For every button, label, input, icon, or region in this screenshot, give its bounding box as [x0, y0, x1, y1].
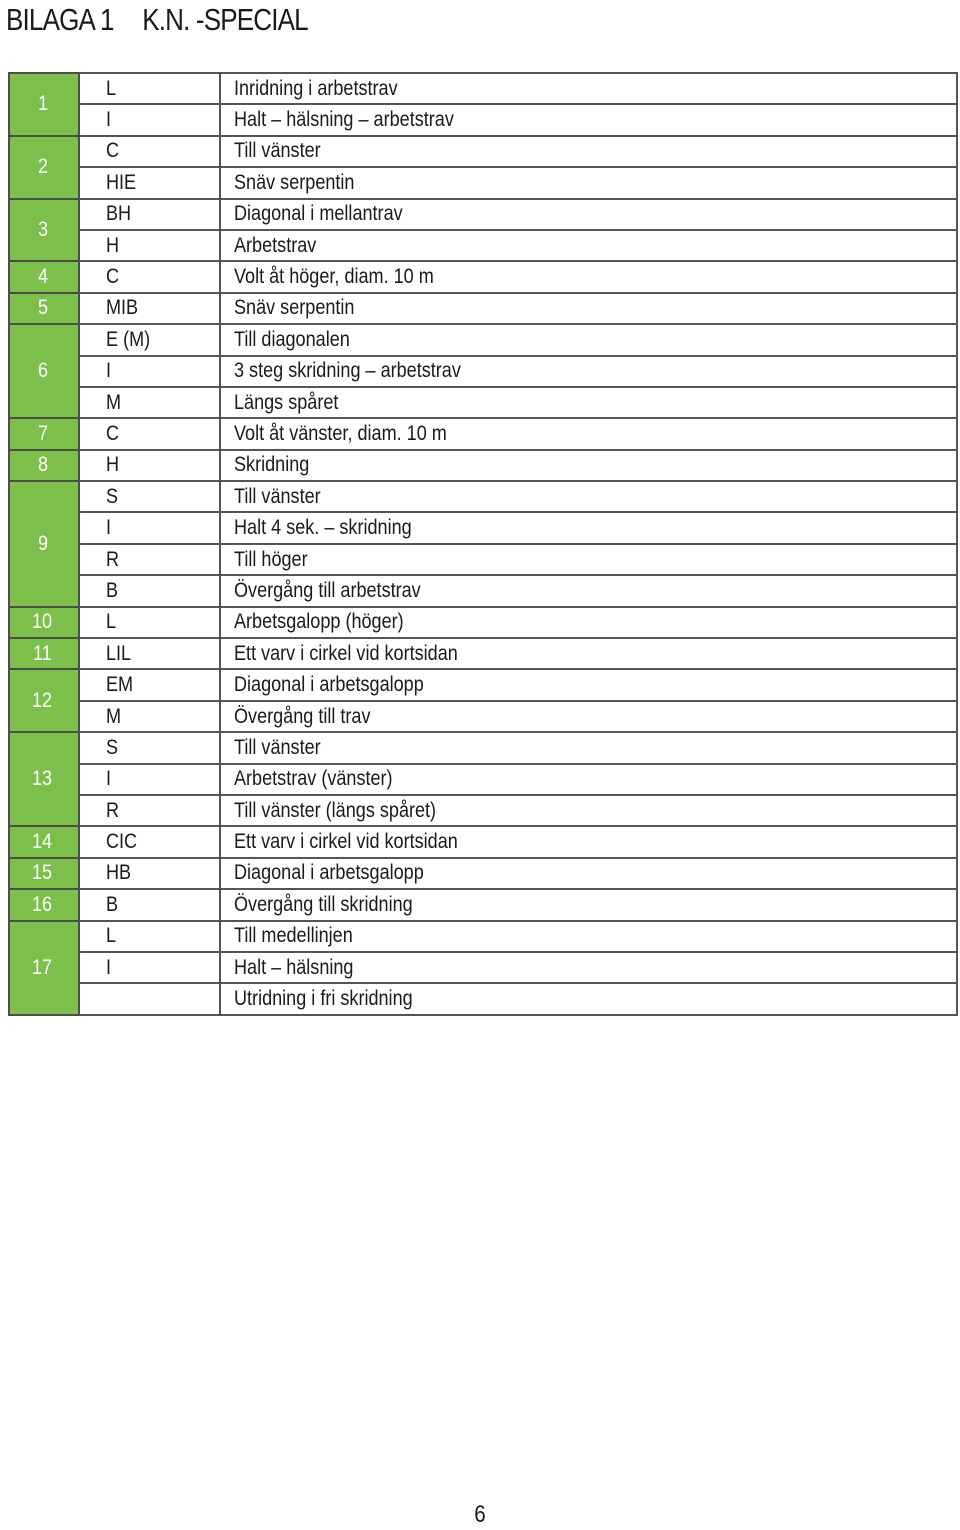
- program-table-body: [9, 73, 957, 1015]
- arena-letter-cell: [79, 575, 220, 606]
- appendix-label: BILAGA 1: [6, 2, 114, 37]
- arena-letter: C: [106, 139, 120, 163]
- movement-description-cell: [220, 73, 957, 104]
- table-row: [9, 544, 957, 575]
- movement-description: Övergång till trav: [234, 704, 371, 728]
- arena-letter-cell: [79, 136, 220, 167]
- movement-number-text: 14: [32, 830, 53, 854]
- movement-number-text: 5: [38, 296, 49, 320]
- table-row: [9, 199, 957, 230]
- movement-description: Skridning: [234, 453, 310, 477]
- movement-description: Ett varv i cirkel vid kortsidan: [234, 830, 458, 854]
- movement-number: [9, 481, 79, 607]
- table-row: [9, 983, 957, 1014]
- arena-letter: C: [106, 421, 120, 445]
- movement-number: [9, 889, 79, 920]
- arena-letter-cell: [79, 701, 220, 732]
- arena-letter-cell: [79, 764, 220, 795]
- movement-number: [9, 450, 79, 481]
- arena-letter-cell: [79, 261, 220, 292]
- movement-description-cell: [220, 450, 957, 481]
- arena-letter: MIB: [106, 296, 139, 320]
- movement-description-cell: [220, 356, 957, 387]
- arena-letter: HIE: [106, 170, 137, 194]
- table-row: [9, 701, 957, 732]
- movement-description: Till vänster: [234, 735, 321, 759]
- table-row: [9, 575, 957, 606]
- table-row: [9, 230, 957, 261]
- arena-letter-cell: [79, 983, 220, 1014]
- arena-letter: L: [106, 924, 117, 948]
- arena-letter-cell: [79, 795, 220, 826]
- movement-number-text: 17: [32, 955, 53, 979]
- movement-number: [9, 199, 79, 262]
- movement-description-cell: [220, 889, 957, 920]
- movement-description-cell: [220, 732, 957, 763]
- movement-description-cell: [220, 575, 957, 606]
- movement-description-cell: [220, 669, 957, 700]
- arena-letter: H: [106, 453, 120, 477]
- movement-description-cell: [220, 858, 957, 889]
- movement-description-cell: [220, 921, 957, 952]
- arena-letter: M: [106, 704, 122, 728]
- arena-letter-cell: [79, 638, 220, 669]
- movement-description-cell: [220, 387, 957, 418]
- arena-letter: BH: [106, 202, 132, 226]
- arena-letter: LIL: [106, 641, 132, 665]
- arena-letter: I: [106, 516, 112, 540]
- movement-description: 3 steg skridning – arbetstrav: [234, 359, 461, 383]
- movement-description: Halt – hälsning – arbetstrav: [234, 108, 454, 132]
- movement-description: Arbetstrav: [234, 233, 317, 257]
- table-row: [9, 324, 957, 355]
- arena-letter: I: [106, 767, 112, 791]
- movement-description: Volt åt höger, diam. 10 m: [234, 265, 434, 289]
- arena-letter-cell: [79, 544, 220, 575]
- arena-letter: C: [106, 265, 120, 289]
- dressage-program-table: [8, 72, 958, 1016]
- movement-description-cell: [220, 544, 957, 575]
- table-row: [9, 858, 957, 889]
- movement-number-text: 12: [32, 688, 53, 712]
- movement-number: [9, 261, 79, 292]
- movement-number: [9, 732, 79, 826]
- arena-letter: B: [106, 578, 119, 602]
- arena-letter: S: [106, 484, 119, 508]
- table-row: [9, 512, 957, 543]
- table-row: [9, 481, 957, 512]
- arena-letter-cell: [79, 481, 220, 512]
- movement-description: Övergång till arbetstrav: [234, 578, 421, 602]
- movement-number-text: 1: [38, 92, 49, 116]
- arena-letter-cell: [79, 167, 220, 198]
- arena-letter-cell: [79, 387, 220, 418]
- movement-number-text: 16: [32, 892, 53, 916]
- movement-number-text: 6: [38, 359, 49, 383]
- arena-letter: M: [106, 390, 122, 414]
- movement-description-cell: [220, 481, 957, 512]
- movement-description: Halt 4 sek. – skridning: [234, 516, 412, 540]
- table-row: [9, 826, 957, 857]
- movement-description-cell: [220, 293, 957, 324]
- movement-description: Till medellinjen: [234, 924, 353, 948]
- arena-letter: L: [106, 76, 117, 100]
- movement-description-cell: [220, 701, 957, 732]
- movement-description: Till vänster: [234, 139, 321, 163]
- table-row: [9, 952, 957, 983]
- arena-letter: HB: [106, 861, 132, 885]
- table-row: [9, 387, 957, 418]
- arena-letter: I: [106, 359, 112, 383]
- table-row: [9, 136, 957, 167]
- movement-description: Halt – hälsning: [234, 955, 354, 979]
- program-name: K.N. -SPECIAL: [142, 2, 308, 37]
- arena-letter-cell: [79, 607, 220, 638]
- table-row: [9, 418, 957, 449]
- movement-number: [9, 136, 79, 199]
- movement-number-text: 3: [38, 217, 49, 241]
- movement-description: Längs spåret: [234, 390, 339, 414]
- movement-number-text: 13: [32, 767, 53, 791]
- table-row: [9, 450, 957, 481]
- arena-letter-cell: [79, 889, 220, 920]
- arena-letter-cell: [79, 952, 220, 983]
- movement-number: [9, 607, 79, 638]
- movement-description: Till vänster (längs spåret): [234, 798, 437, 822]
- movement-description: Snäv serpentin: [234, 296, 355, 320]
- arena-letter-cell: [79, 732, 220, 763]
- movement-description: Diagonal i arbetsgalopp: [234, 673, 424, 697]
- arena-letter: EM: [106, 673, 134, 697]
- movement-description-cell: [220, 261, 957, 292]
- movement-description: Diagonal i arbetsgalopp: [234, 861, 424, 885]
- movement-description-cell: [220, 983, 957, 1014]
- movement-description-cell: [220, 167, 957, 198]
- movement-description-cell: [220, 795, 957, 826]
- arena-letter-cell: [79, 230, 220, 261]
- movement-number: [9, 638, 79, 669]
- arena-letter: H: [106, 233, 120, 257]
- table-row: [9, 607, 957, 638]
- movement-number-text: 2: [38, 155, 49, 179]
- movement-number: [9, 293, 79, 324]
- arena-letter-cell: [79, 921, 220, 952]
- movement-description-cell: [220, 952, 957, 983]
- arena-letter-cell: [79, 450, 220, 481]
- table-row: [9, 921, 957, 952]
- arena-letter-cell: [79, 418, 220, 449]
- movement-number: [9, 826, 79, 857]
- movement-description-cell: [220, 324, 957, 355]
- arena-letter: CIC: [106, 830, 138, 854]
- movement-description: Arbetstrav (vänster): [234, 767, 393, 791]
- arena-letter-cell: [79, 858, 220, 889]
- table-row: [9, 669, 957, 700]
- movement-description-cell: [220, 199, 957, 230]
- movement-description: Snäv serpentin: [234, 170, 355, 194]
- table-row: [9, 732, 957, 763]
- movement-number-text: 11: [33, 641, 52, 665]
- movement-description: Till diagonalen: [234, 327, 350, 351]
- movement-description-cell: [220, 512, 957, 543]
- arena-letter: R: [106, 798, 120, 822]
- arena-letter: B: [106, 892, 119, 916]
- movement-description: Till vänster: [234, 484, 321, 508]
- movement-number-text: 15: [32, 861, 53, 885]
- movement-number: [9, 324, 79, 418]
- movement-description-cell: [220, 638, 957, 669]
- movement-description: Övergång till skridning: [234, 892, 413, 916]
- movement-number-text: 4: [38, 265, 49, 289]
- movement-description-cell: [220, 764, 957, 795]
- movement-number-text: 9: [38, 531, 49, 555]
- table-row: [9, 73, 957, 104]
- movement-number: [9, 418, 79, 449]
- arena-letter: I: [106, 108, 112, 132]
- movement-description: Inridning i arbetstrav: [234, 76, 398, 100]
- movement-description: Arbetsgalopp (höger): [234, 610, 404, 634]
- table-row: [9, 104, 957, 135]
- arena-letter: S: [106, 735, 119, 759]
- table-row: [9, 356, 957, 387]
- movement-description-cell: [220, 230, 957, 261]
- arena-letter: I: [106, 955, 112, 979]
- arena-letter: R: [106, 547, 120, 571]
- arena-letter: L: [106, 610, 117, 634]
- movement-number-text: 7: [38, 421, 49, 445]
- table-row: [9, 167, 957, 198]
- arena-letter: E (M): [106, 327, 151, 351]
- table-row: [9, 889, 957, 920]
- movement-description-cell: [220, 136, 957, 167]
- movement-description-cell: [220, 607, 957, 638]
- movement-number-text: 8: [38, 453, 49, 477]
- movement-description-cell: [220, 418, 957, 449]
- arena-letter-cell: [79, 104, 220, 135]
- page-title: [6, 0, 308, 40]
- arena-letter-cell: [79, 356, 220, 387]
- arena-letter-cell: [79, 826, 220, 857]
- arena-letter-cell: [79, 199, 220, 230]
- table-row: [9, 261, 957, 292]
- table-row: [9, 795, 957, 826]
- movement-number-text: 10: [32, 610, 53, 634]
- movement-number: [9, 669, 79, 732]
- movement-description: Diagonal i mellantrav: [234, 202, 403, 226]
- movement-description-cell: [220, 104, 957, 135]
- movement-description: Till höger: [234, 547, 308, 571]
- movement-description: Utridning i fri skridning: [234, 987, 413, 1011]
- arena-letter-cell: [79, 73, 220, 104]
- arena-letter-cell: [79, 324, 220, 355]
- table-row: [9, 293, 957, 324]
- movement-number: [9, 921, 79, 1015]
- movement-number: [9, 858, 79, 889]
- arena-letter-cell: [79, 293, 220, 324]
- table-row: [9, 764, 957, 795]
- page-number: 6: [474, 1501, 486, 1528]
- arena-letter-cell: [79, 669, 220, 700]
- arena-letter-cell: [79, 512, 220, 543]
- movement-description: Volt åt vänster, diam. 10 m: [234, 421, 447, 445]
- movement-number: [9, 73, 79, 136]
- movement-description: Ett varv i cirkel vid kortsidan: [234, 641, 458, 665]
- movement-description-cell: [220, 826, 957, 857]
- table-row: [9, 638, 957, 669]
